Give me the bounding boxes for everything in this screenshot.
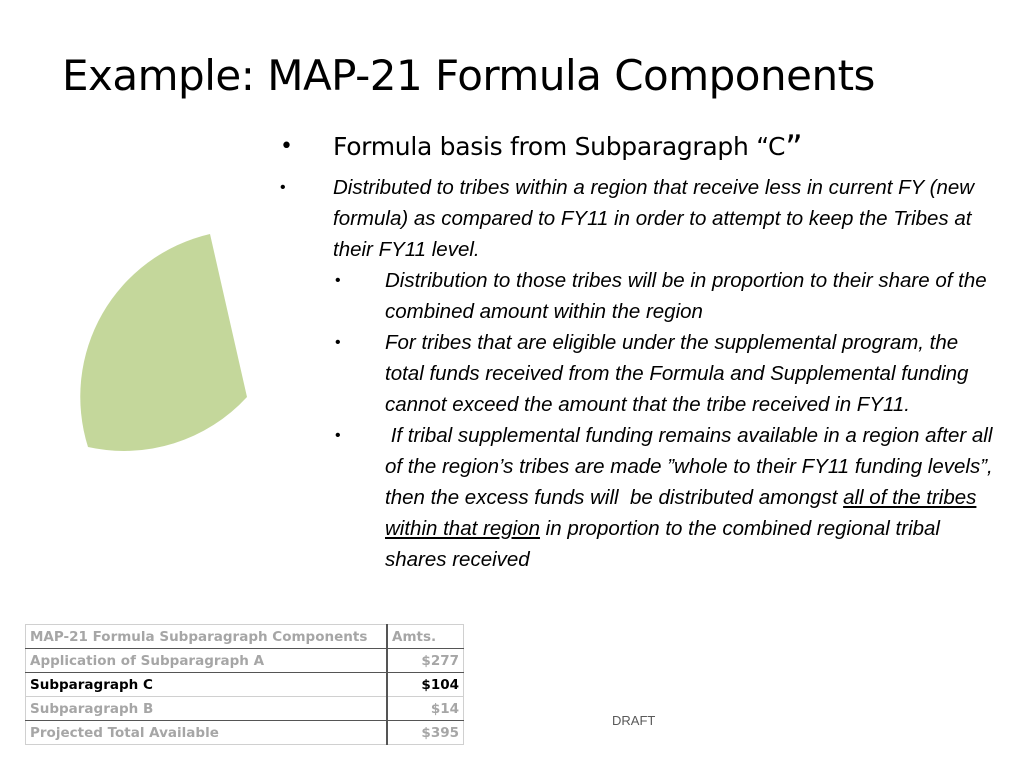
- main-bullet-text: Distributed to tribes within a region that receive less in current FY (new formula) as compared to FY11 in order to attempt to keep the Tribes at their FY11 level.: [333, 176, 975, 261]
- sub-bullet-2: [280, 327, 1000, 420]
- table-row-label: Subparagraph C: [26, 673, 388, 697]
- sub-bullet-3-text-start: If tribal supplemental funding remains available in a region after all of the region’s tribes are made ”whole to their FY11 funding levels”, then the excess funds will be distributed amongst: [385, 424, 999, 509]
- main-bullet: [280, 172, 1000, 265]
- draft-label: DRAFT: [612, 713, 656, 728]
- slide-title: Example: MAP-21 Formula Components: [62, 51, 875, 100]
- table-total-row: [26, 721, 464, 745]
- table-row-label: Subparagraph B: [26, 697, 388, 721]
- heading-closing-quote: ”: [785, 128, 803, 168]
- table-header-amount: Amts.: [387, 625, 464, 649]
- sub-bullet-3: [280, 420, 1000, 575]
- table-row-label: Application of Subparagraph A: [26, 649, 388, 673]
- table-row-label: Projected Total Available: [26, 721, 388, 745]
- sub-bullet-3-text-end: in proportion to the combined regional tribal shares received: [385, 517, 940, 571]
- sub-bullet-1-text: Distribution to those tribes will be in proportion to their share of the combined amount within the region: [385, 269, 987, 323]
- formula-components-table: [25, 624, 464, 745]
- slide-content: [280, 128, 1000, 575]
- bullet-dot: •: [280, 179, 286, 196]
- sub-bullet-2-text: For tribes that are eligible under the supplemental program, the total funds received from the Formula and Supplemental funding cannot exceed the amount that the tribe received in FY11.: [385, 331, 969, 416]
- table-row: [26, 673, 464, 697]
- table-header-label: MAP-21 Formula Subparagraph Components: [26, 625, 388, 649]
- table-row: [26, 649, 464, 673]
- table-row-amount: $104: [387, 673, 464, 697]
- sub-bullet-3-underlined: all of the tribes within that region: [385, 486, 977, 540]
- heading-bullet-text: Formula basis from Subparagraph “C: [333, 132, 786, 161]
- bullet-dot: •: [335, 272, 341, 289]
- table-header-row: [26, 625, 464, 649]
- table-row: [26, 697, 464, 721]
- table-row-amount: $14: [387, 697, 464, 721]
- bullet-dot: •: [335, 334, 341, 351]
- pie-wedge: [70, 226, 260, 456]
- sub-bullet-1: [280, 265, 1000, 327]
- table-row-amount: $395: [387, 721, 464, 745]
- table-row-amount: $277: [387, 649, 464, 673]
- bullet-dot: •: [280, 134, 293, 159]
- bullet-dot: •: [335, 427, 341, 444]
- heading-bullet: [280, 128, 1000, 166]
- subparagraph-c-slice: [80, 234, 247, 451]
